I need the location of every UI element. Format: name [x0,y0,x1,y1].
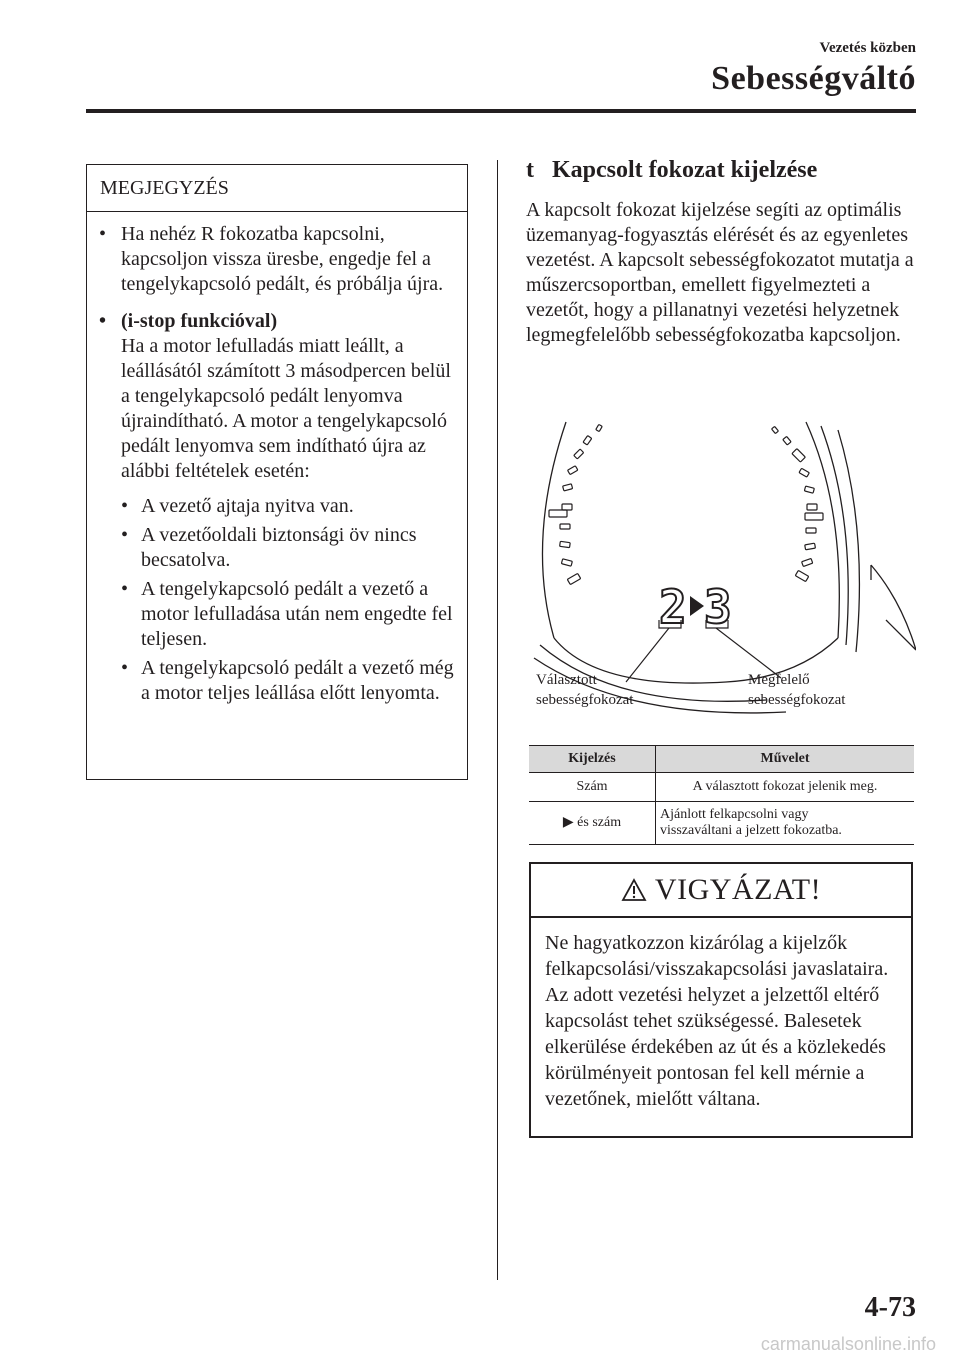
list-item [121,577,455,652]
intro-paragraph: A kapcsolt fokozat kijelzése segíti az optimális üzemanyag-fogyasztás elérését és az egyenletes vezetést. A kapcsolt sebességfokozatot mutatja a műszercsoportban, emellett figyelmezteti a vezetőt, hogy a pillanatnyi vezetési helyzetnek legmegfelelőbb sebességfokozatba kapcsoljon. [526,199,914,346]
note-title: MEGJEGYZÉS [87,165,467,212]
warning-box [529,862,913,1138]
cell-line: Ajánlott felkapcsolni vagy [660,807,809,822]
condition-text: A vezető ajtaja nyitva van. [141,495,354,517]
table-cell [656,802,915,845]
bullet-icon: • [121,657,129,679]
watermark: carmanualsonline.info [760,1334,936,1354]
table-cell [529,802,656,845]
recommended-gear-digit: 3 [704,580,732,634]
condition-text: A tengelykapcsoló pedált a vezető a motor lefulladása után nem engedte fel teljesen. [141,578,453,650]
warning-header [531,864,911,918]
cell-text: és szám [577,815,622,830]
table-cell: A választott fokozat jelenik meg. [656,773,915,802]
chapter-label: Vezetés közben [819,40,916,56]
table-cell: Szám [529,773,656,802]
list-item [121,656,455,706]
triangle-arrow-icon: ▶ [562,815,574,830]
note-item [99,309,455,706]
note-item-text: Ha nehéz R fokozatba kapcsolni, kapcsoljon vissza üresbe, engedje fel a tengelykapcsoló pedált, és próbálja újra. [121,223,444,295]
warning-text: Ne hagyatkozzon kizárólag a kijelzők felkapcsolási/visszakapcsolási javaslataira. Az adott vezetési helyzet a jelzettől eltérő kapcsolást tehet szükségessé. Balesetek elkerülése érdekében az út és a közlekedés körülményeit pontosan fel kell mérnie a vezetőnek, mielőtt váltana. [545,932,889,1110]
callout-line: sebességfokozat [748,692,846,708]
cell-line: visszaváltani a jelzett fokozatba. [660,823,842,838]
indicator-table [529,745,914,845]
selected-gear-callout [536,670,633,710]
note-box [86,164,468,780]
column-header: Művelet [656,746,915,773]
recommended-gear-callout [748,670,845,710]
table-row [529,773,914,802]
bullet-icon: • [99,310,107,332]
bullet-icon: • [121,578,129,600]
table-row [529,802,914,845]
header-divider [86,109,916,113]
callout-line: Megfelelő [748,672,810,688]
page-title: Sebességváltó [711,60,916,97]
selected-gear-digit: 2 [659,580,687,634]
page-number: 4-73 [864,1292,916,1323]
section-title: Kapcsolt fokozat kijelzése [552,157,818,183]
upshift-arrow-icon [690,596,704,616]
condition-list [121,494,455,706]
bullet-icon: • [99,223,107,245]
section-heading [526,157,817,184]
list-item [121,494,455,519]
bullet-icon: • [121,495,129,517]
note-item-text: Ha a motor lefulladás miatt leállt, a leállásától számított 3 másodpercen belül a tengelykapcsoló pedált lenyomva újraindítható. A motor a tengelykapcsoló pedált lenyomva sem indítható újra az alábbi feltételek esetén: [121,335,451,482]
note-item-heading: (i-stop funkcióval) [121,310,278,332]
column-divider [497,160,498,1280]
callout-line: sebességfokozat [536,692,634,708]
note-body [87,212,467,706]
note-item [99,222,455,297]
column-header: Kijelzés [529,746,656,773]
condition-text: A tengelykapcsoló pedált a vezető még a motor teljes leállása előtt lenyomta. [141,657,454,704]
warning-triangle-icon [621,878,647,902]
list-item [121,523,455,573]
section-marker: t [526,157,534,183]
bullet-icon: • [121,524,129,546]
gear-indicator-figure [526,420,916,720]
callout-line: Választott [536,672,597,688]
warning-title: VIGYÁZAT! [654,873,822,906]
condition-text: A vezetőoldali biztonsági öv nincs becsatolva. [141,524,417,571]
